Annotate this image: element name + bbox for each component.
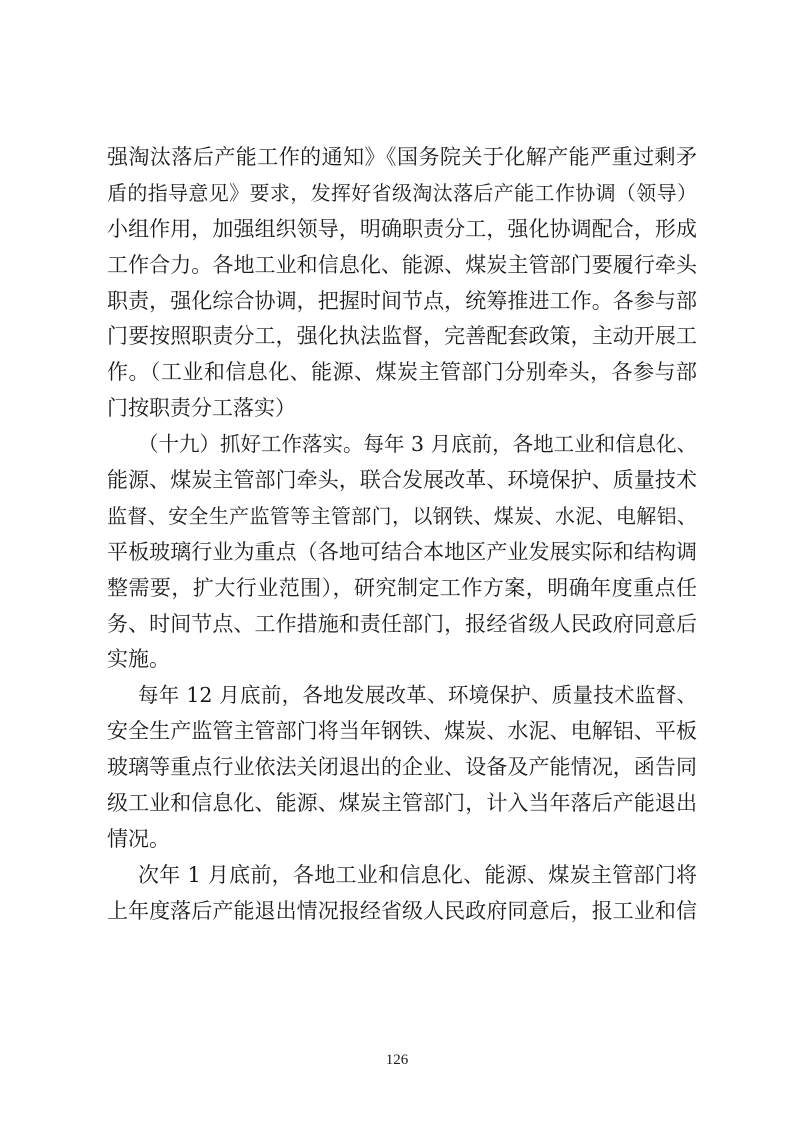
text-line: 上年度落后产能退出情况报经省级人民政府同意后，报工业和信 [107,898,697,923]
text-line: 平板玻璃行业为重点（各地可结合本地区产业发展实际和结构调 [107,539,697,564]
page-number: 126 [385,1052,409,1068]
text-line: 小组作用，加强组织领导，明确职责分工，强化协调配合，形成 [107,216,697,241]
text-line: 级工业和信息化、能源、煤炭主管部门，计入当年落后产能退出 [107,791,697,816]
text-line: 玻璃等重点行业依法关闭退出的企业、设备及产能情况，函告同 [107,755,697,780]
text-line: 安全生产监管主管部门将当年钢铁、煤炭、水泥、电解铝、平板 [107,719,697,744]
text-line: 监督、安全生产监管等主管部门，以钢铁、煤炭、水泥、电解铝、 [107,503,697,528]
text-line: 能源、煤炭主管部门牵头，联合发展改革、环境保护、质量技术 [107,468,697,493]
text-line: 工作合力。各地工业和信息化、能源、煤炭主管部门要履行牵头 [107,252,697,277]
text-line: 门要按照职责分工，强化执法监督，完善配套政策，主动开展工 [107,324,697,349]
text-line: （十九）抓好工作落实。每年 3 月底前，各地工业和信息化、 [138,432,698,457]
text-line: 门按职责分工落实） [107,396,296,421]
text-line: 整需要，扩大行业范围），研究制定工作方案，明确年度重点任 [107,575,697,600]
text-line: 情况。 [107,826,170,851]
text-line: 务、时间节点、工作措施和责任部门，报经省级人民政府同意后 [107,611,697,636]
text-line: 实施。 [107,647,170,672]
text-line: 作。（工业和信息化、能源、煤炭主管部门分别牵头，各参与部 [107,360,697,385]
text-line: 职责，强化综合协调，把握时间节点，统筹推进工作。各参与部 [107,288,697,313]
text-line: 每年 12 月底前，各地发展改革、环境保护、质量技术监督、 [138,683,697,708]
text-line: 次年 1 月底前，各地工业和信息化、能源、煤炭主管部门将 [138,862,697,887]
body-text [107,140,697,930]
text-line: 盾的指导意见》要求，发挥好省级淘汰落后产能工作协调（领导） [107,180,697,205]
text-line: 强淘汰落后产能工作的通知》《国务院关于化解产能严重过剩矛 [107,145,697,169]
